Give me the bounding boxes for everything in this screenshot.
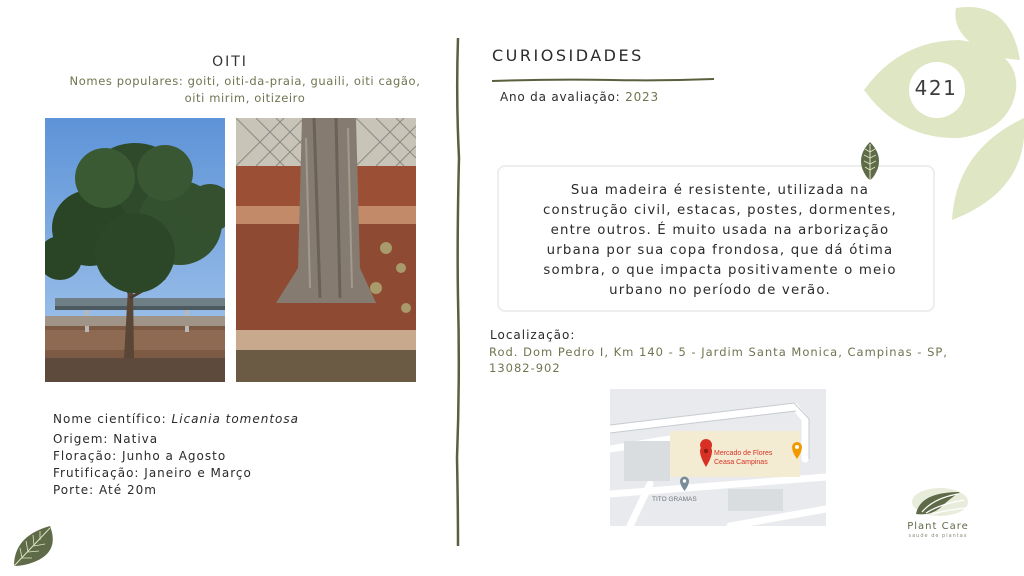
evaluation-year-value: 2023 — [625, 90, 659, 104]
curiosity-line: sombra, o que impacta positivamente o meio — [543, 263, 897, 278]
size-row — [53, 482, 299, 499]
location-address-line1: Rod. Dom Pedro I, Km 140 - 5 - Jardim Santa Monica, Campinas - SP, — [489, 345, 948, 359]
logo-name: Plant Care — [907, 521, 969, 532]
flowering-label: Floração: — [53, 449, 118, 463]
leaf-badge-decoration — [860, 0, 1024, 230]
fruiting-row — [53, 465, 299, 482]
map-place-line1: Mercado de Flores — [714, 450, 773, 457]
flowering-value: Junho a Agosto — [122, 449, 227, 463]
origin-value: Nativa — [113, 432, 159, 446]
curiosity-line: urbana por sua copa frondosa, que dá ótima — [546, 243, 894, 258]
curiosity-text — [525, 181, 915, 301]
species-title: OITI — [212, 54, 248, 70]
flowering-row — [53, 448, 299, 465]
location-label: Localização: — [490, 328, 576, 342]
trunk-photo — [236, 118, 416, 382]
leaf-icon — [10, 522, 60, 570]
curiosity-line: urbano no período de verão. — [609, 283, 831, 298]
fruiting-label: Frutificação: — [53, 466, 140, 480]
evaluation-number: 421 — [914, 76, 958, 100]
popular-names-line1: goiti, oiti-da-praia, guaili, oiti cagão, — [187, 74, 421, 88]
curiosities-title: CURIOSIDADES — [492, 46, 644, 65]
species-details — [53, 411, 299, 499]
title-underline — [492, 68, 714, 74]
map-street-label: TITO GRAMAS — [652, 496, 697, 503]
popular-names-line2: oiti mirim, oitizeiro — [184, 91, 306, 105]
scientific-name-row — [53, 411, 299, 428]
scientific-name-value: Licania tomentosa — [171, 412, 300, 426]
location-map[interactable] — [610, 389, 826, 526]
location-address-line2: 13082-902 — [489, 361, 561, 375]
location-address — [489, 344, 969, 376]
evaluation-year-label: Ano da avaliação: — [500, 90, 621, 104]
origin-label: Origem: — [53, 432, 109, 446]
column-divider — [452, 38, 464, 546]
logo-tagline: saude de plantas — [908, 533, 968, 539]
curiosity-line: entre outros. É muito usada na arborização — [550, 223, 890, 238]
tree-photo — [45, 118, 225, 382]
popular-names-label: Nomes populares: — [69, 74, 184, 88]
evaluation-year — [500, 90, 659, 104]
origin-row — [53, 431, 299, 448]
curiosity-line: Sua madeira é resistente, utilizada na — [570, 183, 870, 198]
size-label: Porte: — [53, 483, 95, 497]
fruiting-value: Janeiro e Março — [144, 466, 252, 480]
popular-names — [40, 73, 450, 107]
size-value: Até 20m — [99, 483, 157, 497]
curiosity-line: construção civil, estacas, postes, dormentes, — [543, 203, 897, 218]
scientific-name-label: Nome científico: — [53, 412, 167, 426]
map-place-line2: Ceasa Campinas — [714, 459, 768, 466]
